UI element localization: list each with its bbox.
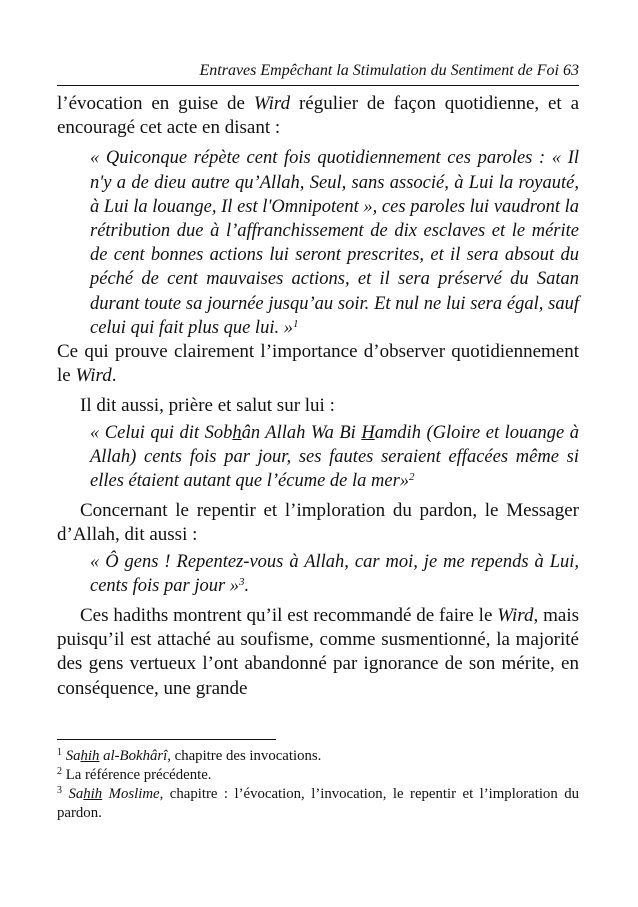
quote-3-text: « Ô gens ! Repentez-vous à Allah, car moi, je me repends à Lui, cents fois par jour » [90,551,579,596]
footnotes [57,747,579,823]
paragraph-5-text-c: , mais puisqu’il est attaché au soufisme, comme susmentionné, la majorité des gens vertueux l’ont abandonné par ignorance de son mérite, en conséquence, une grande [57,605,579,699]
quote-3-after: . [244,575,250,596]
footnote-3-text: , chapitre : l’évocation, l’invocation, le repentir et l’imploration du pardon. [57,786,579,821]
footnote-number: 1 [57,747,62,758]
page-number: 63 [563,62,579,79]
page-header [57,56,579,86]
quote-2-text-b: ân Allah Wa Bi [241,422,362,443]
footnote-3-source-a: Sa [68,786,84,802]
footnote-1-source-underlined: hih [80,748,100,764]
quote-hadith-3 [90,550,579,598]
quote-2-text-c: amdih (Gloire et louange à Allah) cents fois par jour, ses fautes seraient effacées même si elles étaient autant que l’écume de la mer» [90,422,579,492]
quote-1-text: « Quiconque répète cent fois quotidiennement ces paroles : « Il n'y a de dieu autre qu’Allah, Seul, sans associé, à Lui la royauté, à Lui la louange, Il est l'Omnipotent », ces paroles lui vaudront la rétribution due à l’affranchissement de dix esclaves et le mérite de cent bonnes actions lui seront prescrites, et il sera absout du péché de cent mauvaises actions, et il sera préservé du Satan durant toute sa journée jusqu’au soir. Et nul ne lui sera égal, sauf celui qui fait plus que lui. » [90,148,579,338]
footnote-ref-2[interactable]: 2 [409,471,415,484]
quote-2-underlined-2: H [361,422,375,443]
footnote-rule [57,739,276,740]
paragraph-2-text-c: . [111,365,117,387]
page-body [57,92,579,701]
quote-2-text-a: « Celui qui dit Sob [90,422,233,443]
paragraph-2 [57,340,579,388]
footnote-1-text: , chapitre des invocations. [167,748,322,764]
paragraph-2-term: Wird [75,365,112,387]
footnote-1-source [66,748,168,764]
footnote-1 [57,747,579,766]
paragraph-2-text-a: Ce qui prouve clairement l’importance d’observer quotidiennement le [57,341,579,387]
footnote-number: 2 [57,766,62,777]
paragraph-1-term: Wird [253,93,291,114]
paragraph-4: Concernant le repentir et l’imploration du pardon, le Messager d’Allah, dit aussi : [57,500,579,546]
paragraph-1-text-a: l’évocation en guise de [57,93,254,114]
header-rule [57,85,579,86]
footnote-3-source [68,786,159,802]
paragraph-1-text-c: régulier de façon quotidienne, et a encouragé cet acte en disant : [57,93,579,139]
quote-2-underlined-1: h [232,422,242,443]
footnote-3 [57,785,579,823]
paragraph-5 [57,604,579,701]
footnote-3-source-b: Moslime [102,786,160,802]
paragraph-1 [57,92,579,140]
footnote-number: 3 [57,785,62,796]
quote-hadith-2 [90,421,579,494]
paragraph-3: Il dit aussi, prière et salut sur lui : [80,395,335,417]
footnote-ref-3[interactable]: 3 [239,575,245,588]
paragraph-5-term: Wird [497,605,534,627]
running-head [200,62,580,80]
footnote-2-text: La référence précédente. [65,767,212,783]
running-head-title: Entraves Empêchant la Stimulation du Sentiment de Foi [199,62,559,79]
quote-hadith-1 [90,146,579,340]
footnote-1-source-b: al-Bokhârî [99,748,168,764]
footnote-ref-1[interactable]: 1 [292,317,299,330]
footnote-1-source-a: Sa [65,748,81,764]
paragraph-5-text-a: Ces hadiths montrent qu’il est recommandé de faire le [80,605,498,627]
footnote-3-source-underlined: hih [83,786,103,802]
footnote-2 [57,766,579,785]
